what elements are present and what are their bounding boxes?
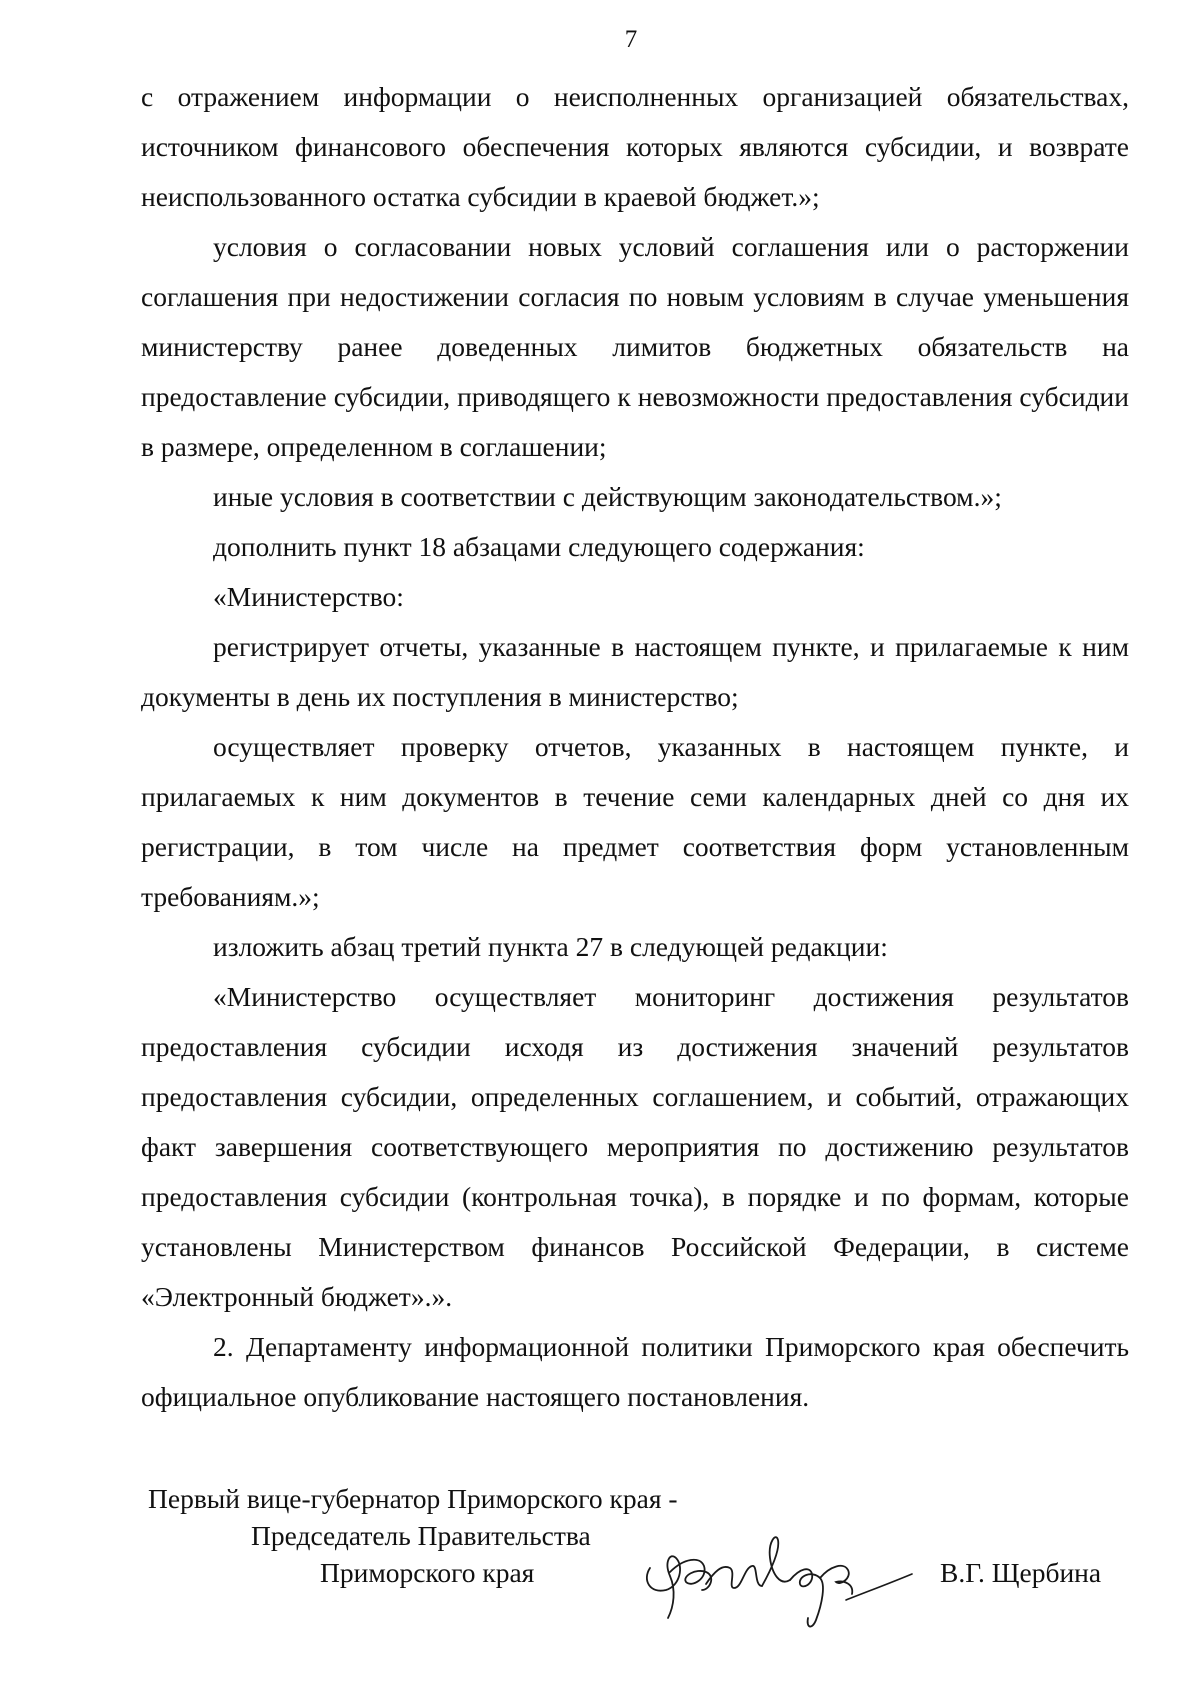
- paragraph-1: с отражением информации о неисполненных организацией обязательствах, источником финансового обеспечения которых являются субсидии, и возврате неиспользованного остатка субсидии в краевой бюджет.»;: [141, 81, 1129, 212]
- handwritten-signature: [640, 1528, 920, 1638]
- signatory-title-line-1: Первый вице-губернатор Приморского края -: [148, 1483, 678, 1514]
- paragraph-10: 2. Департаменту информационной политики Приморского края обеспечить официальное опубликование настоящего постановления.: [141, 1331, 1129, 1412]
- paragraph-8: изложить абзац третий пункта 27 в следующей редакции:: [213, 931, 888, 962]
- signatory-name: В.Г. Щербина: [940, 1557, 1102, 1588]
- document-body: [141, 72, 1129, 1422]
- signature-block: [0, 1480, 1200, 1610]
- paragraph-9: «Министерство осуществляет мониторинг достижения результатов предоставления субсидии исходя из достижения значений результатов предоставления субсидии, определенных соглашением, и событий, отражающих факт завершения соответствующего мероприятия по достижению результатов предоставления субсидии (контрольная точка), в порядке и по формам, которые установлены Министерством финансов Российской Федерации, в системе «Электронный бюджет».».: [141, 981, 1129, 1312]
- page-number: 7: [624, 26, 638, 53]
- signatory-title-line-3: Приморского края: [320, 1557, 535, 1588]
- signatory-title-line-2: Председатель Правительства: [251, 1520, 591, 1551]
- paragraph-4: дополнить пункт 18 абзацами следующего содержания:: [213, 531, 865, 562]
- paragraph-7: осуществляет проверку отчетов, указанных в настоящем пункте, и прилагаемых к ним документов в течение семи календарных дней со дня их регистрации, в том числе на предмет соответствия форм установленным требованиям.»;: [141, 731, 1129, 912]
- paragraph-3: иные условия в соответствии с действующим законодательством.»;: [213, 481, 1002, 512]
- paragraph-5: «Министерство:: [213, 581, 404, 612]
- paragraph-2: условия о согласовании новых условий соглашения или о расторжении соглашения при недостижении согласия по новым условиям в случае уменьшения министерству ранее доведенных лимитов бюджетных обязательств на предоставление субсидии, приводящего к невозможности предоставления субсидии в размере, определенном в соглашении;: [141, 231, 1129, 462]
- paragraph-6: регистрирует отчеты, указанные в настоящем пункте, и прилагаемые к ним документы в день их поступления в министерство;: [141, 631, 1129, 712]
